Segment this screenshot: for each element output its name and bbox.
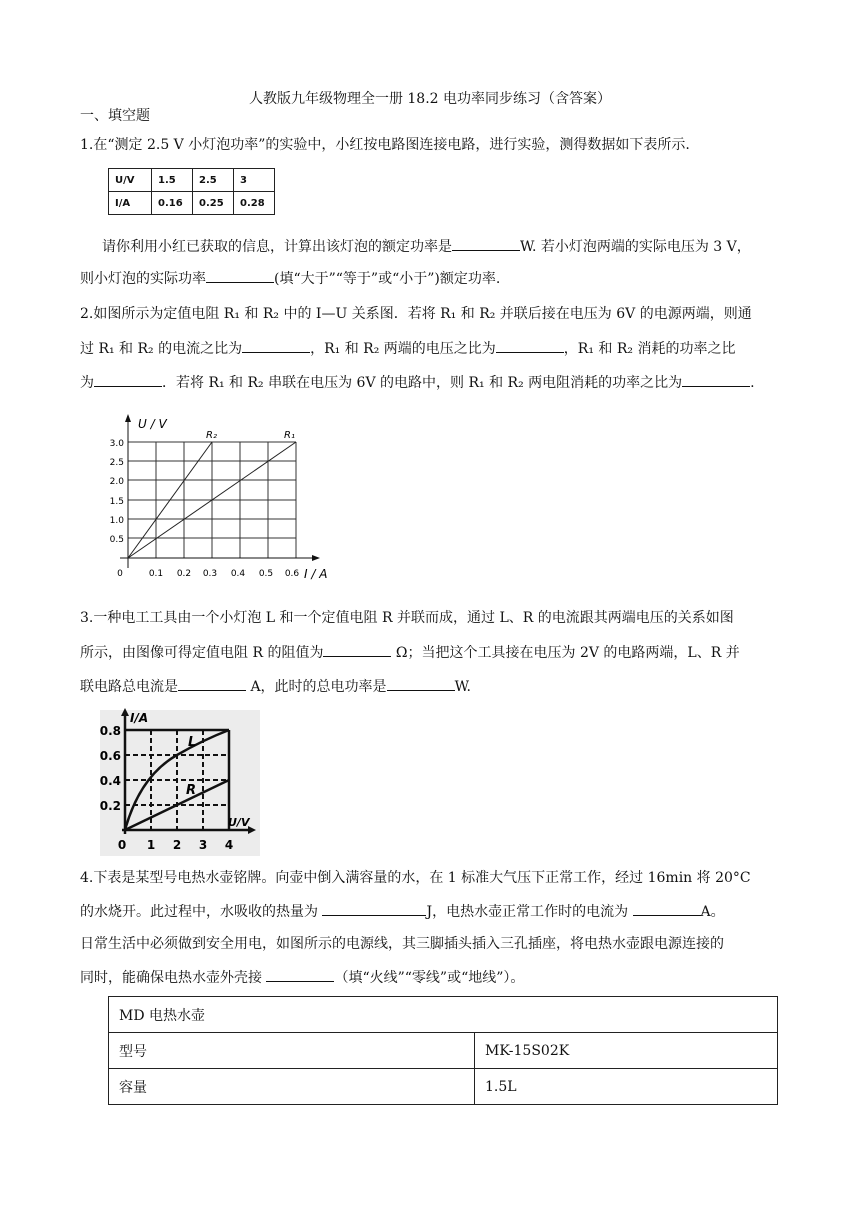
y-tick: 1.5 xyxy=(109,497,124,507)
q2-text-line2 xyxy=(80,338,735,359)
q2-text-line1: 2.如图所示为定值电阻 R₁ 和 R₂ 中的 I—U 关系图．若将 R₁ 和 R₂ 并联后接在电压为 6V 的电源两端，则通 xyxy=(80,306,752,322)
table-row xyxy=(109,997,778,1033)
q3-text-line2 xyxy=(80,642,740,663)
y-tick: 0.4 xyxy=(100,774,121,788)
y-tick: 2.5 xyxy=(109,458,124,468)
answer-blank[interactable] xyxy=(452,236,520,251)
q2-text-segment: ．若将 R₁ 和 R₂ 串联在电压为 6V 的电路中，则 R₁ 和 R₂ 两电阻消耗的功率之比为 xyxy=(162,375,683,391)
y-tick: 3.0 xyxy=(109,439,124,449)
y-tick: 0.2 xyxy=(100,799,121,813)
table-cell: 2.5 xyxy=(193,169,234,192)
table-header: MD 电热水壶 xyxy=(109,997,778,1033)
x-tick: 2 xyxy=(172,838,182,852)
y-axis-arrow xyxy=(125,414,131,422)
x-tick: 0.4 xyxy=(230,569,246,579)
x-axis-label: U/V xyxy=(228,816,250,829)
x-tick-labels xyxy=(117,569,299,579)
x-tick: 0.6 xyxy=(284,569,300,579)
q1-data-table xyxy=(108,168,275,215)
q4-text-segment: J，电热水壶正常工作时的电流为 xyxy=(426,904,629,920)
y-axis-label: I/A xyxy=(130,711,149,725)
table-row xyxy=(109,192,275,215)
table-row xyxy=(109,169,275,192)
x-tick: 0.3 xyxy=(202,569,218,579)
y-axis-label: U / V xyxy=(138,417,167,431)
table-cell: 0.28 xyxy=(234,192,275,215)
q1-text-segment: (填“大于”“等于”或“小于”)额定功率. xyxy=(274,271,501,287)
x-tick: 0.2 xyxy=(176,569,192,579)
answer-blank[interactable] xyxy=(266,967,334,982)
q3-text-segment: W. xyxy=(454,679,471,695)
q1-text-segment: W. 若小灯泡两端的实际电压为 3 V， xyxy=(520,239,751,255)
q2-text-segment: ，R₁ 和 R₂ 两端的电压之比为 xyxy=(310,341,496,357)
q1-text-line1: 1.在“测定 2.5 V 小灯泡功率”的实验中，小红按电路图连接电路，进行实验，测得数据如下表所示. xyxy=(80,137,690,153)
q2-text-segment: 为 xyxy=(80,375,94,391)
answer-blank[interactable] xyxy=(322,901,426,916)
x-tick: 0.5 xyxy=(258,569,274,579)
q4-text-segment: 同时，能确保电热水壶外壳接 xyxy=(80,970,262,986)
section-heading: 一、填空题 xyxy=(80,108,150,124)
q2-text-line3: 为 ．若将 R₁ 和 R₂ 串联在电压为 6V 的电路中，则 R₁ 和 R₂ 两电阻消耗的功率之比为 . xyxy=(80,372,755,393)
q4-text-segment: （填“火线”“零线”或“地线”）。 xyxy=(334,970,525,986)
table-cell: 容量 xyxy=(109,1069,475,1105)
y-tick: 2.0 xyxy=(109,477,124,487)
q4-text-segment: A。 xyxy=(700,904,725,920)
x-tick: 3 xyxy=(198,838,208,852)
q1-text-line2 xyxy=(102,236,751,257)
answer-blank[interactable] xyxy=(94,372,162,387)
r-label: R xyxy=(186,783,197,798)
q3-text-line3 xyxy=(80,676,471,697)
q4-text-line1: 4.下表是某型号电热水壶铭牌。向壶中倒入满容量的水，在 1 标准大气压下正常工作，经过 16min 将 20°C xyxy=(80,870,751,886)
table-cell: 0.16 xyxy=(152,192,193,215)
y-tick: 1.0 xyxy=(109,516,124,526)
q1-text-line3 xyxy=(80,268,500,289)
x-axis-label: I / A xyxy=(304,567,328,581)
answer-blank[interactable] xyxy=(633,901,701,916)
table-cell: I/A xyxy=(109,192,152,215)
answer-blank[interactable] xyxy=(496,338,564,353)
answer-blank[interactable] xyxy=(178,676,246,691)
q2-iu-graph xyxy=(104,408,344,584)
q3-text-segment: A，此时的总电功率是 xyxy=(246,679,387,695)
y-tick: 0.5 xyxy=(109,535,124,545)
answer-blank[interactable] xyxy=(242,338,310,353)
l-label: L xyxy=(188,735,197,750)
x-axis-arrow xyxy=(312,555,320,561)
table-cell: 1.5L xyxy=(475,1069,778,1105)
x-tick: 0 xyxy=(117,838,127,852)
q3-text-segment: 所示，由图像可得定值电阻 R 的阻值为 xyxy=(80,645,324,661)
y-tick-labels xyxy=(110,439,125,545)
x-tick: 0.1 xyxy=(148,569,164,579)
r1-label: R₁ xyxy=(284,430,295,441)
r2-label: R₂ xyxy=(206,430,217,441)
answer-blank[interactable] xyxy=(387,676,455,691)
x-tick: 4 xyxy=(224,838,234,852)
q4-text-line4 xyxy=(80,967,524,988)
table-cell: 型号 xyxy=(109,1033,475,1069)
table-cell: MK-15S02K xyxy=(475,1033,778,1069)
q3-text-line1: 3.一种电工工具由一个小灯泡 L 和一个定值电阻 R 并联而成，通过 L、R 的电流跟其两端电压的关系如图 xyxy=(80,610,734,626)
q4-text-line2 xyxy=(80,901,725,922)
kettle-nameplate-table xyxy=(108,996,778,1105)
table-cell: U/V xyxy=(109,169,152,192)
y-tick: 0.6 xyxy=(100,749,121,763)
table-cell: 1.5 xyxy=(152,169,193,192)
q1-text-segment: 则小灯泡的实际功率 xyxy=(80,271,206,287)
x-tick: 1 xyxy=(146,838,156,852)
table-cell: 3 xyxy=(234,169,275,192)
q2-text-segment: 过 R₁ 和 R₂ 的电流之比为 xyxy=(80,341,243,357)
table-row xyxy=(109,1069,778,1105)
table-row xyxy=(109,1033,778,1069)
q4-text-segment: 的水烧开。此过程中，水吸收的热量为 xyxy=(80,904,318,920)
q4-text-line3: 日常生活中必须做到安全用电，如图所示的电源线，其三脚插头插入三孔插座，将电热水壶跟电源连接的 xyxy=(80,936,724,952)
table-cell: 0.25 xyxy=(193,192,234,215)
answer-blank[interactable] xyxy=(206,268,274,283)
q1-text-segment: 请你利用小红已获取的信息，计算出该灯泡的额定功率是 xyxy=(102,239,452,255)
q3-text-segment: Ω；当把这个工具接在电压为 2V 的电路两端，L、R 并 xyxy=(391,645,740,661)
page-title: 人教版九年级物理全一册 18.2 电功率同步练习（含答案） xyxy=(248,91,612,107)
answer-blank[interactable] xyxy=(682,372,750,387)
q3-text-segment: 联电路总电流是 xyxy=(80,679,178,695)
q2-text-segment: ，R₁ 和 R₂ 消耗的功率之比 xyxy=(563,341,736,357)
answer-blank[interactable] xyxy=(323,642,391,657)
y-tick: 0.8 xyxy=(100,724,121,738)
x-tick: 0 xyxy=(117,569,123,579)
q3-iu-graph xyxy=(100,706,260,856)
